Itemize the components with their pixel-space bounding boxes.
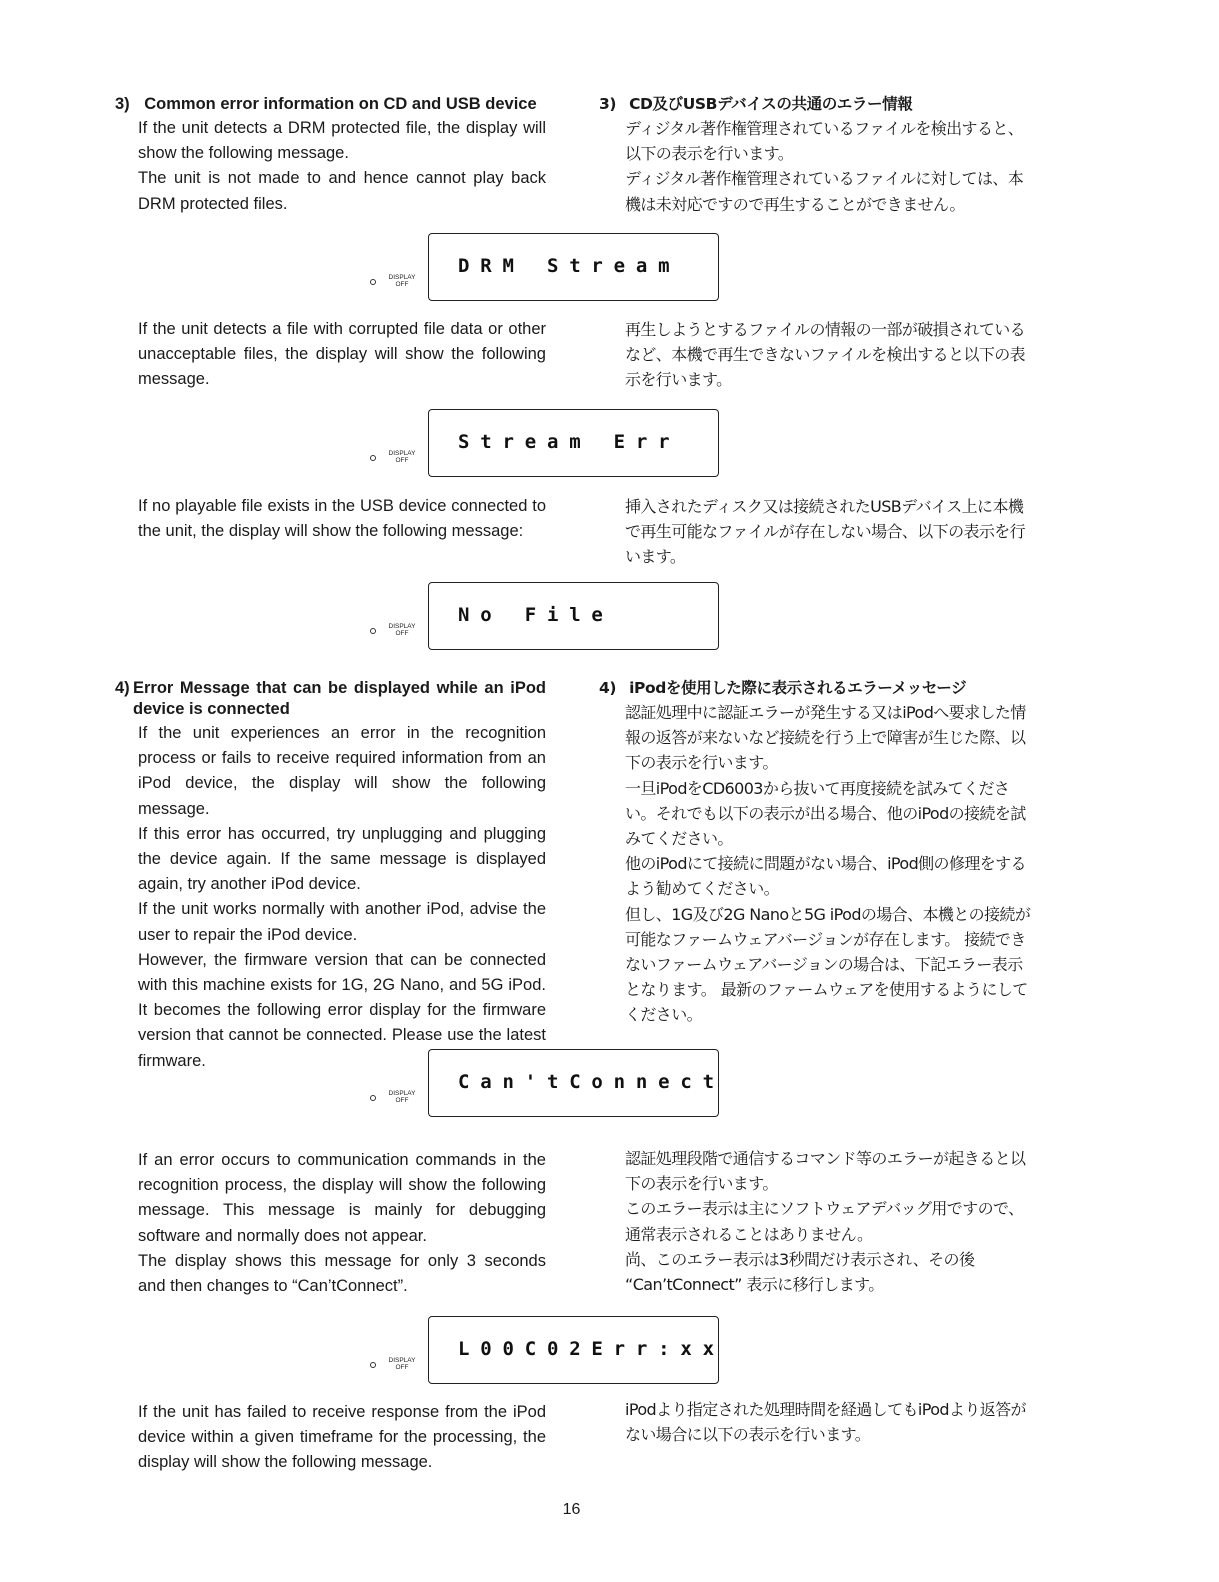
corrupt-text — [138, 317, 546, 393]
lcd-text: DRM Stream — [458, 255, 681, 277]
section-4-heading-jp — [599, 678, 1039, 699]
section-3-title-jp: CD及びUSBデバイスの共通のエラー情報 — [629, 95, 913, 113]
comm-error-text-jp — [625, 1146, 1032, 1297]
comm-text-2: The display shows this message for only 3 seconds and then changes to “Can’tConnect”. — [138, 1251, 546, 1296]
indicator-dot-icon — [370, 1362, 376, 1368]
indicator-dot-icon — [370, 628, 376, 634]
section-3-number-jp: 3) — [599, 95, 617, 113]
display-off-indicator — [370, 447, 420, 467]
section-3-heading-jp — [599, 94, 1039, 115]
ipod-error-text — [138, 721, 546, 1074]
display-off-indicator — [370, 1087, 420, 1107]
ipod-text-jp-2: 一旦iPodをCD6003から抜いて再度接続を試みてください。それでも以下の表示が出る場合、他のiPodの接続を試みてください。 — [625, 778, 1026, 849]
indicator-dot-icon — [370, 455, 376, 461]
ipod-text-2: If this error has occurred, try unplugging and plugging the device again. If the same message is displayed again, try another iPod device. — [138, 824, 546, 894]
indicator-label: DISPLAY OFF — [388, 274, 416, 288]
ipod-text-jp-1: 認証処理中に認証エラーが発生する又はiPodへ要求した情報の返答が来ないなど接続を行う上で障害が生じた際、以下の表示を行います。 — [625, 703, 1026, 773]
drm-text-1: If the unit detects a DRM protected file, the display will show the following message. — [138, 119, 546, 163]
lcd-display-no-file — [428, 582, 719, 650]
comm-text-1: If an error occurs to communication commands in the recognition process, the display will show the following message. This message is mainly for debugging software and normally does not appear. — [138, 1151, 546, 1245]
comm-text-jp-1: 認証処理段階で通信するコマンド等のエラーが起きると以下の表示を行います。 — [625, 1149, 1026, 1194]
section-4-number: 4) — [115, 679, 130, 697]
ipod-text-1: If the unit experiences an error in the recognition process or fails to receive required information from an iPod device, the display will show the following message. — [138, 724, 546, 818]
page-number: 16 — [562, 1501, 581, 1518]
section-4-heading — [115, 678, 546, 720]
indicator-label: DISPLAY OFF — [388, 623, 416, 637]
timeout-text-jp-p: iPodより指定された処理時間を経過してもiPodより返答がない場合に以下の表示を行います。 — [625, 1400, 1026, 1445]
indicator-dot-icon — [370, 279, 376, 285]
timeout-text-jp — [625, 1397, 1032, 1447]
indicator-dot-icon — [370, 1095, 376, 1101]
comm-text-jp-3: 尚、このエラー表示は3秒間だけ表示され、その後 “Can’tConnect” 表示に移行します。 — [625, 1249, 975, 1295]
ipod-error-text-jp — [625, 700, 1032, 1028]
indicator-label: DISPLAY OFF — [388, 1357, 416, 1371]
comm-text-jp-2: このエラー表示は主にソフトウェアデバッグ用ですので、通常表示されることはありません。 — [625, 1199, 1024, 1244]
comm-error-text — [138, 1148, 546, 1299]
lcd-text: Stream Err — [458, 431, 681, 453]
ipod-text-jp-4: 但し、1G及び2G Nanoと5G iPodの場合、本機との接続が可能なファームウェアバージョンが存在します。 接続できないファームウェアバージョンの場合は、下記エラー表示となります。 最新のファームウェアを使用するようにしてください。 — [625, 904, 1031, 1025]
nofile-text-jp — [625, 494, 1032, 570]
drm-text — [138, 116, 546, 217]
display-off-indicator — [370, 271, 420, 291]
drm-text-jp-2: ディジタル著作権管理されているファイルに対しては、本機は未対応ですので再生することができません。 — [625, 169, 1024, 214]
display-off-indicator — [370, 620, 420, 640]
section-4-title-jp: iPodを使用した際に表示されるエラーメッセージ — [629, 679, 967, 697]
corrupt-text-jp-p: 再生しようとするファイルの情報の一部が破損されているなど、本機で再生できないファイルを検出すると以下の表示を行います。 — [625, 320, 1026, 390]
lcd-display-l00c02 — [428, 1316, 725, 1384]
nofile-text-en: If no playable file exists in the USB device connected to the unit, the display will show the following message: — [138, 497, 546, 541]
drm-text-2: The unit is not made to and hence cannot play back DRM protected files. — [138, 169, 546, 213]
ipod-text-3: If the unit works normally with another iPod, advise the user to repair the iPod device. — [138, 900, 546, 944]
ipod-text-jp-3: 他のiPodにて接続に問題がない場合、iPod側の修理をするよう勧めてください。 — [625, 854, 1026, 899]
lcd-display-stream-err — [428, 409, 719, 477]
drm-text-jp — [625, 116, 1032, 217]
lcd-text: No File — [458, 604, 614, 626]
timeout-text — [138, 1400, 546, 1476]
section-3-number: 3) — [115, 95, 130, 113]
ipod-text-4: However, the firmware version that can be connected with this machine exists for 1G, 2G Nano, and 5G iPod. It becomes the following error display for the firmware version that cannot be connected. Please use the latest firmware. — [138, 950, 546, 1070]
drm-text-jp-1: ディジタル著作権管理されているファイルを検出すると、以下の表示を行います。 — [625, 119, 1024, 164]
nofile-text — [138, 494, 546, 544]
lcd-display-drm — [428, 233, 719, 301]
timeout-text-en: If the unit has failed to receive response from the iPod device within a given timeframe for the processing, the display will show the following message. — [138, 1403, 546, 1472]
section-3-heading — [115, 94, 555, 115]
nofile-text-jp-p: 挿入されたディスク又は接続されたUSBデバイス上に本機で再生可能なファイルが存在しない場合、以下の表示を行います。 — [625, 497, 1026, 567]
lcd-display-cant-connect — [428, 1049, 725, 1117]
lcd-text: Can'tConnect — [458, 1071, 725, 1093]
corrupt-text-jp — [625, 317, 1032, 393]
section-4-title: Error Message that can be displayed while an iPod device is connected — [133, 679, 546, 718]
indicator-label: DISPLAY OFF — [388, 450, 416, 464]
display-off-indicator — [370, 1354, 420, 1374]
section-4-number-jp: 4) — [599, 679, 617, 697]
corrupt-text-en: If the unit detects a file with corrupted file data or other unacceptable files, the display will show the following message. — [138, 320, 546, 389]
section-3-title: Common error information on CD and USB device — [144, 95, 537, 113]
indicator-label: DISPLAY OFF — [388, 1090, 416, 1104]
lcd-text: L00C02Err:xx — [458, 1338, 725, 1360]
